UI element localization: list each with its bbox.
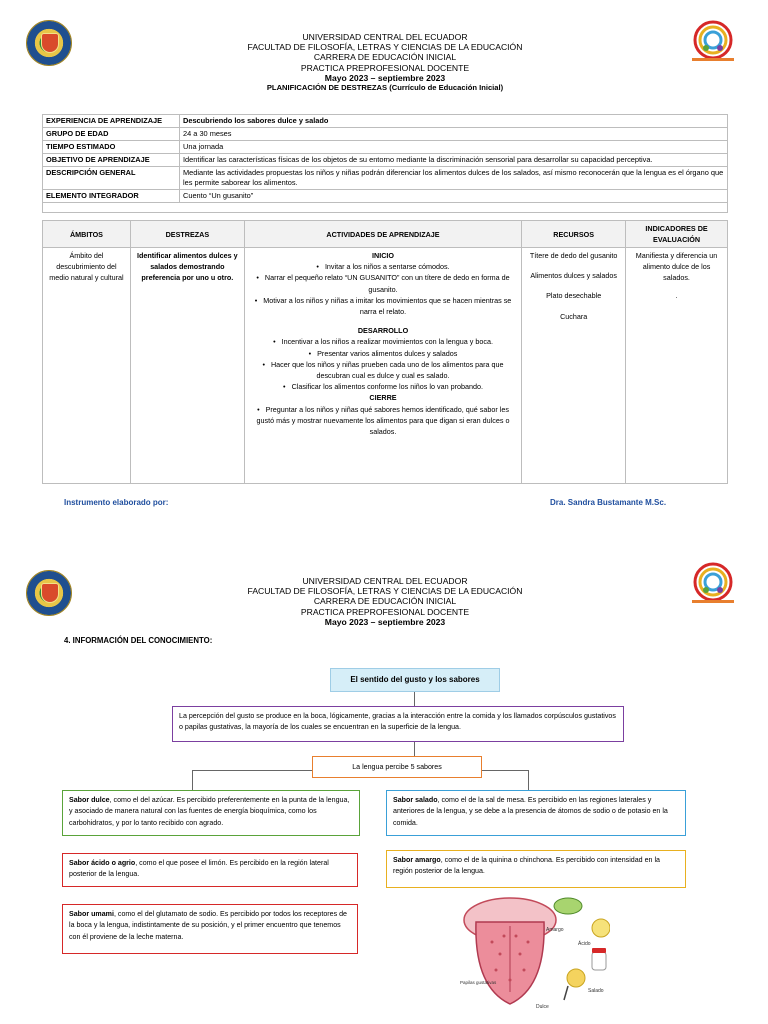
- sabor-umami-box: [62, 904, 358, 954]
- info-value: Una jornada: [180, 141, 728, 154]
- activities-cell: [244, 248, 521, 484]
- info-value: Descubriendo los sabores dulce y salado: [180, 115, 728, 128]
- document-header: [200, 32, 570, 93]
- header-career: CARRERA DE EDUCACIÓN INICIAL: [313, 52, 457, 63]
- sabor-acido-box: [62, 853, 358, 887]
- list-item: • Preguntar a los niños y niñas qué sabores hemos identificado, qué sabor les gustó más y mostrar nuevamente los alimentos para que digan si eran dulces o salados.: [248, 404, 518, 438]
- recurso-item: Alimentos dulces y salados: [530, 271, 618, 281]
- header-dates: Mayo 2023 – septiembre 2023: [324, 616, 446, 627]
- header-dates: Mayo 2023 – septiembre 2023: [324, 72, 446, 83]
- header-career: CARRERA DE EDUCACIÓN INICIAL: [313, 596, 457, 607]
- center-box: La lengua percibe 5 sabores: [312, 756, 482, 778]
- activities-row: [43, 248, 728, 484]
- header-university: UNIVERSIDAD CENTRAL DEL ECUADOR: [302, 576, 468, 586]
- intro-box: La percepción del gusto se produce en la boca, lógicamente, gracias a la interacción entre la comida y los llamados corpúsculos gustativos o papilas gustativas, la mayoría de los cuales se encuentran en la superficie de la lengua.: [172, 706, 624, 742]
- list-item: • Hacer que los niños y niñas prueben cada uno de los alimentos para que descubran cual es dulce y cual es salado.: [248, 359, 518, 381]
- info-row: [43, 128, 728, 141]
- info-row: [43, 167, 728, 190]
- header-practice: PRACTICA PREPROFESIONAL DOCENTE: [300, 62, 470, 73]
- header-practice: PRACTICA PREPROFESIONAL DOCENTE: [300, 606, 470, 617]
- activities-header-row: [43, 221, 728, 248]
- sabor-salado-box: [386, 790, 686, 836]
- university-seal-icon: [26, 570, 72, 616]
- sabor-dulce-box: [62, 790, 360, 836]
- col-header-indicadores: INDICADORES DE EVALUACIÓN: [626, 221, 728, 248]
- col-header-destrezas: DESTREZAS: [130, 221, 244, 248]
- info-row: [43, 141, 728, 154]
- sabor-salado-text: , como el de la sal de mesa. Es percibido en las regiones laterales y anteriores de la lengua, y se debe a la presencia de átomos de sodio o de potasio en la comida.: [393, 796, 668, 827]
- footer-author-name: Dra. Sandra Bustamante M.Sc.: [550, 498, 667, 507]
- header-faculty: FACULTAD DE FILOSOFÍA, LETRAS Y CIENCIAS DE LA EDUCACIÓN: [247, 42, 523, 53]
- map-title: El sentido del gusto y los sabores: [330, 668, 500, 692]
- info-value: 24 a 30 meses: [180, 128, 728, 141]
- recursos-cell: [522, 248, 626, 484]
- label-acido: Ácido: [578, 941, 591, 947]
- activities-table: [42, 220, 728, 484]
- label-salado: Salado: [588, 988, 604, 994]
- info-value: Cuento “Un gusanito”: [180, 190, 728, 203]
- recurso-item: Títere de dedo del gusanito: [529, 251, 618, 260]
- early-education-logo-icon: [686, 560, 740, 610]
- info-label: GRUPO DE EDAD: [43, 128, 180, 141]
- info-label: EXPERIENCIA DE APRENDIZAJE: [43, 115, 180, 128]
- sabor-acido-term: Sabor ácido o agrio: [69, 859, 136, 867]
- destreza-cell: Identificar alimentos dulces y salados demostrando preferencia por uno u otro.: [130, 248, 244, 484]
- list-item: • Presentar varios alimentos dulces y salados: [248, 348, 518, 359]
- indicador-text: Manifiesta y diferencia un alimento dulce de los salados.: [635, 251, 718, 283]
- info-value: Identificar las características físicas de los objetos de su entorno mediante la discriminación sensorial para desarrollar su capacidad perceptiva.: [180, 154, 728, 167]
- col-header-actividades: ACTIVIDADES DE APRENDIZAJE: [244, 221, 521, 248]
- sabor-acido-text: , como el que posee el limón. Es percibido en la región lateral posterior de la lengua.: [69, 859, 329, 879]
- sabor-umami-text: , como el del glutamato de sodio. Es percibido por todos los receptores de la boca y la lengua, indistintamente de su posición, y el primer encuentro que tenemos con él proviene de la leche materna.: [69, 910, 347, 941]
- connector-line: [482, 770, 528, 771]
- early-education-logo-icon: [686, 18, 740, 68]
- indicador-cell: [626, 248, 728, 484]
- info-row: [43, 154, 728, 167]
- recurso-item: Plato desechable: [546, 291, 602, 301]
- sabor-amargo-term: Sabor amargo: [393, 856, 441, 864]
- info-spacer-row: [43, 203, 728, 213]
- connector-line: [414, 742, 415, 756]
- tongue-illustration: [460, 892, 610, 1010]
- sabor-dulce-text: , como el del azúcar. Es percibido preferentemente en la punta de la lengua, y asociado de manera natural con las fuentes de energía bioquímica, como los carbohidratos, y por lo tanto recibido con agrado.: [69, 796, 350, 827]
- label-dulce: Dulce: [536, 1004, 549, 1010]
- section-title: 4. INFORMACIÓN DEL CONOCIMIENTO:: [64, 636, 213, 645]
- sabor-amargo-text: , como el de la quinina o chinchona. Es percibido con intensidad en la región posterior de la lengua.: [393, 856, 660, 876]
- info-label: DESCRIPCIÓN GENERAL: [43, 167, 180, 190]
- header-planning-title: PLANIFICACIÓN DE DESTREZAS (Currículo de Educación Inicial): [266, 83, 504, 93]
- inicio-title: INICIO: [372, 251, 394, 260]
- label-amargo: Amargo: [546, 927, 564, 933]
- header-faculty: FACULTAD DE FILOSOFÍA, LETRAS Y CIENCIAS DE LA EDUCACIÓN: [247, 586, 523, 597]
- connector-line: [192, 770, 312, 771]
- sabor-salado-term: Sabor salado: [393, 796, 438, 804]
- sabor-amargo-box: [386, 850, 686, 888]
- col-header-ambitos: ÁMBITOS: [43, 221, 131, 248]
- info-row: [43, 190, 728, 203]
- connector-line: [528, 770, 529, 790]
- connector-line: [192, 770, 193, 790]
- cierre-list: [248, 404, 518, 438]
- document-header: [200, 576, 570, 627]
- inicio-list: [248, 261, 518, 317]
- header-university: UNIVERSIDAD CENTRAL DEL ECUADOR: [302, 32, 468, 42]
- info-label: TIEMPO ESTIMADO: [43, 141, 180, 154]
- planning-info-table: [42, 114, 728, 213]
- university-seal-icon: [26, 20, 72, 66]
- ambito-cell: Ámbito del descubrimiento del medio natural y cultural: [43, 248, 131, 484]
- info-value: Mediante las actividades propuestas los niños y niñas podrán diferenciar los alimentos dulces de los salados, así mismo reconocerán que la lengua es el órgano que les permite saborear los alimentos.: [180, 167, 728, 190]
- sabor-umami-term: Sabor umami: [69, 910, 114, 918]
- desarrollo-list: [248, 336, 518, 392]
- list-item: • Motivar a los niños y niñas a imitar los movimientos que se hacen mientras se narra el relato.: [248, 295, 518, 317]
- desarrollo-title: DESARROLLO: [357, 326, 409, 336]
- connector-line: [414, 692, 415, 706]
- sabor-dulce-term: Sabor dulce: [69, 796, 110, 804]
- list-item: • Invitar a los niños a sentarse cómodos.: [248, 261, 518, 272]
- label-papilas: Papilas gustativas: [460, 980, 497, 985]
- cierre-title: CIERRE: [369, 393, 397, 403]
- list-item: • Narrar el pequeño relato “UN GUSANITO” con un títere de dedo en forma de gusanito.: [248, 272, 518, 294]
- list-item: • Incentivar a los niños a realizar movimientos con la lengua y boca.: [248, 336, 518, 347]
- info-row: [43, 115, 728, 128]
- footer-author-label: Instrumento elaborado por:: [64, 498, 169, 507]
- info-label: ELEMENTO INTEGRADOR: [43, 190, 180, 203]
- list-item: • Clasificar los alimentos conforme los niños lo van probando.: [248, 381, 518, 392]
- col-header-recursos: RECURSOS: [522, 221, 626, 248]
- info-label: OBJETIVO DE APRENDIZAJE: [43, 154, 180, 167]
- recurso-item: Cuchara: [560, 311, 588, 321]
- indicador-extra: .: [675, 290, 678, 300]
